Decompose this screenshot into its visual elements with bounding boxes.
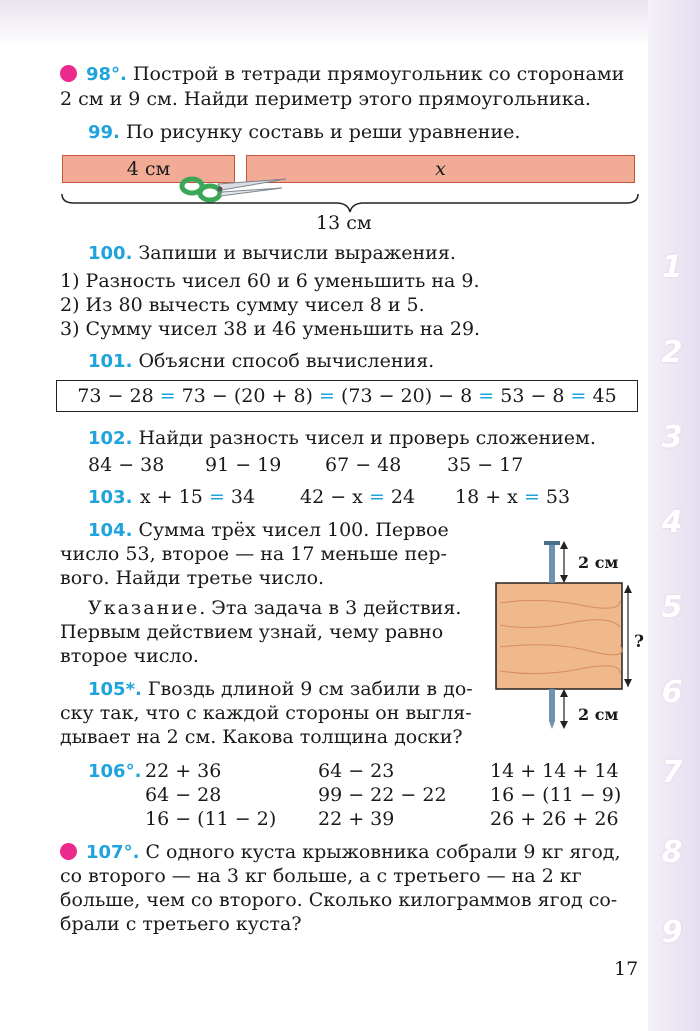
equals-sign: = — [570, 385, 587, 407]
pink-dot-icon — [60, 65, 77, 82]
side-band — [648, 0, 700, 1031]
expr: 16 − (11 − 9) — [490, 784, 622, 806]
bar-right — [246, 155, 635, 183]
expr: 84 − 38 — [88, 454, 165, 476]
side-number: 6 — [661, 675, 683, 710]
equals-sign: = — [159, 385, 176, 407]
side-number: 2 — [661, 335, 683, 370]
task-98-line-1 — [60, 62, 624, 87]
task-number: 102. — [88, 428, 133, 449]
side-number: 9 — [661, 915, 683, 950]
task-107-line-4: брали с третьего куста? — [60, 913, 302, 935]
expr: 16 − (11 − 2) — [145, 808, 277, 830]
text: 53 — [539, 486, 571, 508]
task-102-title — [88, 426, 596, 451]
task-100-title — [88, 241, 456, 266]
equals-sign: = — [523, 486, 540, 508]
task-106-number — [88, 759, 141, 784]
hint-line-3: второе число. — [60, 645, 199, 667]
task-107-line-2: со второго — на 3 кг больше, а с третьего — на 2 кг — [60, 865, 582, 887]
expr: 22 + 39 — [318, 808, 395, 830]
task-98-line-2: 2 см и 9 см. Найди периметр этого прямоугольника. — [60, 88, 591, 110]
task-104-line-3: вого. Найди третье число. — [60, 567, 325, 589]
equation — [140, 485, 255, 509]
task-105-line-2: ску так, что с каждой стороны он выгля- — [60, 702, 472, 724]
text: Гвоздь длиной 9 см забили в до- — [147, 678, 473, 700]
expr-part: 45 — [586, 385, 617, 407]
text: . Эта задача в 3 действия. — [199, 597, 462, 619]
page-number: 17 — [614, 958, 639, 980]
total-length-label: 13 см — [316, 212, 372, 234]
expr: 64 − 28 — [145, 784, 222, 806]
expr-part: 53 − 8 — [494, 385, 571, 407]
task-99 — [88, 120, 520, 145]
task-number: 107°. — [86, 842, 140, 863]
bar-left-label: 4 см — [126, 158, 171, 180]
task-100-item: 1) Разность чисел 60 и 6 уменьшить на 9. — [60, 270, 480, 292]
hint-line-1 — [88, 596, 461, 620]
expr-part: 73 − 28 — [77, 385, 160, 407]
text: Объясни способ вычисления. — [138, 350, 435, 372]
task-105-line-3: дывает на 2 см. Какова толщина доски? — [60, 726, 463, 748]
expr: 91 − 19 — [205, 454, 282, 476]
side-number: 1 — [661, 250, 683, 285]
expr: 35 − 17 — [447, 454, 524, 476]
top-length-label: 2 см — [578, 553, 619, 572]
side-number: 3 — [661, 420, 683, 455]
expr-part: (73 − 20) − 8 — [334, 385, 479, 407]
side-number: 4 — [661, 505, 683, 540]
expr: 14 + 14 + 14 — [490, 760, 619, 782]
expr: 22 + 36 — [145, 760, 222, 782]
text: По рисунку составь и реши уравнение. — [125, 121, 521, 143]
task-number: 101. — [88, 351, 133, 372]
hint-word: Указание — [88, 597, 200, 619]
text: 24 — [384, 486, 416, 508]
text: Сумма трёх чисел 100. Первое — [138, 519, 449, 541]
text: С одного куста крыжовника собрали 9 кг ягод, — [145, 841, 621, 863]
equals-sign: = — [478, 385, 495, 407]
task-number: 99. — [88, 122, 120, 143]
text: 34 — [224, 486, 256, 508]
side-number: 7 — [661, 755, 683, 790]
equals-sign: = — [208, 486, 225, 508]
text: Запиши и вычисли выражения. — [138, 242, 456, 264]
equals-sign: = — [368, 486, 385, 508]
board-nail-figure — [490, 535, 650, 735]
pink-dot-icon — [60, 843, 77, 860]
task-104-line-2: число 53, второе — на 17 меньше пер- — [60, 543, 447, 565]
task-104-line-1 — [88, 518, 449, 543]
task-105-line-1 — [88, 677, 473, 702]
task-number: 98°. — [86, 64, 127, 85]
top-band — [0, 0, 700, 48]
expr: 99 − 22 − 22 — [318, 784, 447, 806]
text: 42 − x — [300, 486, 369, 508]
hint-line-2: Первым действием узнай, чему равно — [60, 621, 444, 643]
side-number: 8 — [661, 835, 683, 870]
expr: 67 − 48 — [325, 454, 402, 476]
text: x + 15 — [140, 486, 209, 508]
text: 18 + x — [455, 486, 524, 508]
task-103-number — [88, 485, 132, 510]
expr: 64 − 23 — [318, 760, 395, 782]
text: Построй в тетради прямоугольник со сторонами — [132, 63, 625, 85]
expr: 26 + 26 + 26 — [490, 808, 619, 830]
equals-sign: = — [319, 385, 335, 407]
thickness-question: ? — [634, 632, 644, 652]
equation — [455, 485, 570, 509]
task-100-item: 3) Сумму чисел 38 и 46 уменьшить на 29. — [60, 318, 481, 340]
text: Найди разность чисел и проверь сложением. — [138, 427, 596, 449]
calculation-box — [56, 380, 638, 412]
task-100-item: 2) Из 80 вычесть сумму чисел 8 и 5. — [60, 294, 425, 316]
task-101-title — [88, 349, 434, 374]
side-number: 5 — [661, 590, 683, 625]
task-number: 105*. — [88, 679, 142, 700]
task-number: 106°. — [88, 761, 142, 782]
bottom-length-label: 2 см — [578, 705, 619, 724]
task-107-line-3: больше, чем со второго. Сколько килограммов ягод со- — [60, 889, 618, 911]
bar-right-label: x — [435, 158, 446, 180]
task-number: 104. — [88, 520, 133, 541]
expr-part: 73 − (20 + 8) — [175, 385, 319, 407]
task-number: 100. — [88, 243, 133, 264]
task-number: 103. — [88, 487, 133, 508]
equation — [300, 485, 415, 509]
task-107-line-1 — [60, 840, 621, 865]
